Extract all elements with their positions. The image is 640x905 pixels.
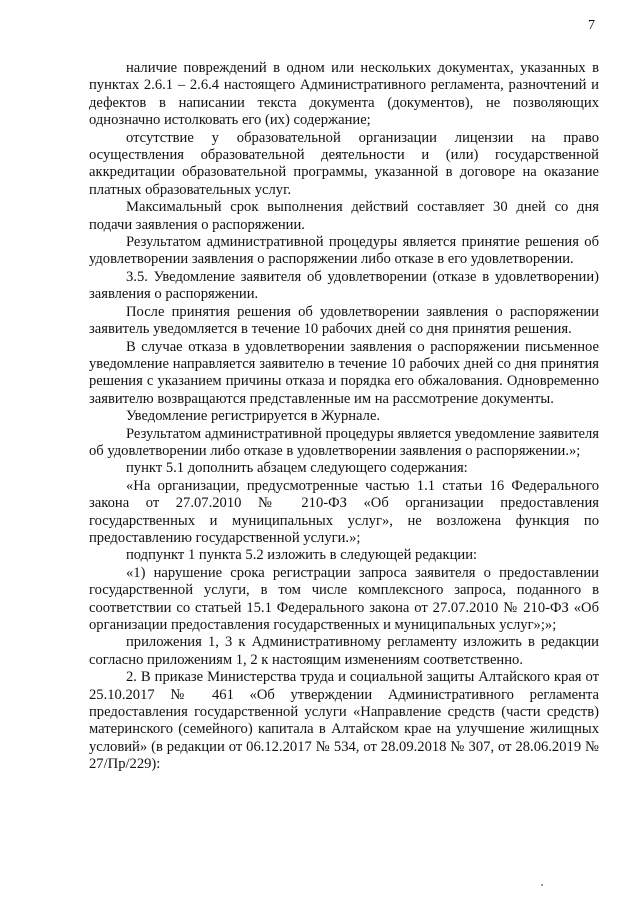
paragraph-appendices: приложения 1, 3 к Административному регламенту изложить в редакции согласно приложениям 1, 2 к настоящим изменениям соответственно. [89,634,599,668]
scan-speck [541,884,543,886]
paragraph-journal-registration: Уведомление регистрируется в Журнале. [126,408,381,425]
paragraph-no-license: отсутствие у образовательной организации лицензии на право осуществления образовательной деятельности и (или) государственной аккредитации образовательной программы, указанной в договоре на оказание платных образовательных услуг. [89,129,599,198]
paragraph-max-term: Максимальный срок выполнения действий составляет 30 дней со дня подачи заявления о распоряжении. [89,199,599,233]
paragraph-section-3-5: 3.5. Уведомление заявителя об удовлетворении (отказе в удовлетворении) заявления о распоряжении. [89,268,599,303]
paragraph-organizations-clause: «На организации, предусмотренные частью 1.1 статьи 16 Федерального закона от 27.07.2010 № 210-ФЗ «Об организации предоставления государственных и муниципальных услуг», не возложена функция по предоставлению государственной услуги.»; [89,477,599,546]
document-body [89,60,599,774]
paragraph-notification-approval: После принятия решения об удовлетворении заявления о распоряжении заявитель уведомляется в течение 10 рабочих дней со дня принятия решения. [89,303,599,338]
paragraph-procedure-result: Результатом административной процедуры является принятие решения об удовлетворении заявления о распоряжении либо отказе в его удовлетворении. [89,234,599,268]
paragraph-notification-result: Результатом административной процедуры является уведомление заявителя об удовлетворении либо отказе в удовлетворении заявления о распоряжении.»; [89,425,599,459]
paragraph-amend-5-1: пункт 5.1 дополнить абзацем следующего содержания: [126,460,468,477]
paragraph-registration-violation: «1) нарушение срока регистрации запроса заявителя о предоставлении государственной услуги, в том числе комплексного запроса, поданного в соответствии со статьей 15.1 Федерального закона от 27.07.2010 № 210-ФЗ «Об организации предоставления государственных и муниципальных услуг»;»; [89,564,599,633]
paragraph-damaged-documents: наличие повреждений в одном или нескольких документах, указанных в пунктах 2.6.1 – 2.6.4 настоящего Административного регламента, разночтений и дефектов в написании текста документа (документов), не позволяющих однозначно истолковать его (их) содержание; [89,60,599,129]
paragraph-order-461: 2. В приказе Министерства труда и социальной защиты Алтайского края от 25.10.2017 № 461 «Об утверждении Административного регламента предоставления государственной услуги «Направление средств (части средств) материнского (семейного) капитала в Алтайском крае на улучшение жилищных условий» (в редакции от 06.12.2017 № 534, от 28.09.2018 № 307, от 28.06.2019 № 27/Пр/229): [89,669,599,773]
paragraph-notification-refusal: В случае отказа в удовлетворении заявления о распоряжении письменное уведомление направляется заявителю в течение 10 рабочих дней со дня принятия решения с указанием причины отказа и порядка его обжалования. Одновременно заявителю возвращаются представленные им на рассмотрение документы. [89,338,599,407]
page-number: 7 [588,18,595,33]
paragraph-amend-5-2: подпункт 1 пункта 5.2 изложить в следующей редакции: [126,547,478,564]
